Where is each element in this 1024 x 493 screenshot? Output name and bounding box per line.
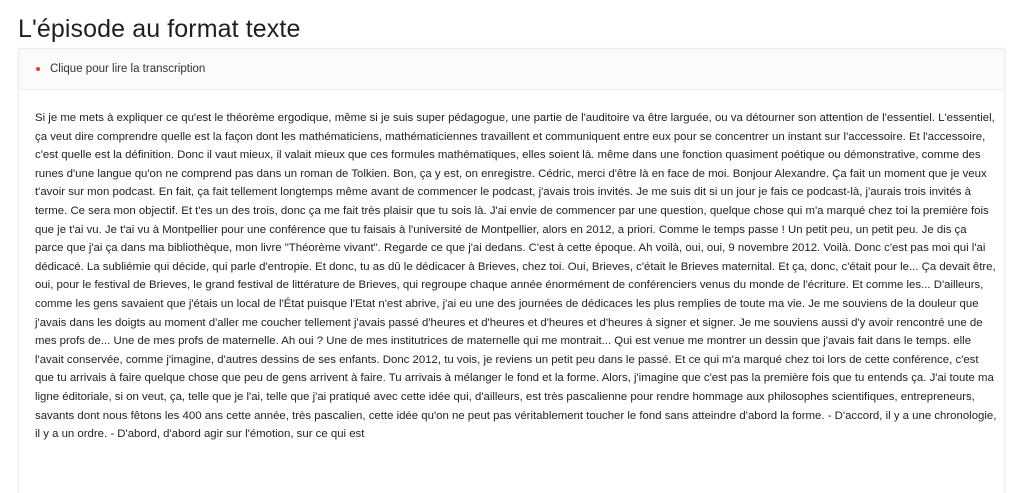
transcript-text: Si je me mets à expliquer ce qu'est le théorème ergodique, même si je suis super pédagogue, une partie de l'auditoire va être larguée, ou va détourner son attention de l'essentiel. L'essentiel, ça veut dire comprendre quelle est la façon dont les mathématiciens, mathématiciennes travaillent et communiquent entre eux pour se concentrer un instant sur l'accessoire. Et l'accessoire, c'est quelle est la définition. Donc il vaut mieux, il valait mieux que ces formules mathématiques, elles soient là. même dans une fonction quasiment poétique ou démonstrative, comme des runes d'une langue qu'on ne comprend pas dans un roman de Tolkien. Bon, ça y est, on enregistre. Cédric, merci d'être là en face de moi. Bonjour Alexandre. Ça fait un moment que je veux t'avoir sur mon podcast. En fait, ça fait tellement longtemps même avant de commencer le podcast, j'avais trois invités. Je me suis dit si un jour je fais ce podcast-là, j'aurais trois invités à terme. Ce sera mon objectif. Et t'es un des trois, donc ça me fait très plaisir que tu sois là. J'ai envie de commencer par une question, quelque chose qui m'a marqué chez toi la première fois que je t'ai vu. Je t'ai vu à Montpellier pour une conférence que tu faisais à l'université de Montpellier, alors en 2012, a priori. Comme le temps passe ! Un petit peu, un petit peu. Je dis ça parce que j'ai ça dans ma bibliothèque, mon livre "Théorème vivant". Regarde ce que j'ai dedans. C'est à cette époque. Ah voilà, oui, oui, 9 novembre 2012. Voilà. Donc c'est pas moi qui l'ai dédicacé. La subliémie qui décide, qui parle d'entropie. Et donc, tu as dû le dédicacer à Brieves, chez toi. Oui, Brieves, c'était le Brieves maternital. Et ça, donc, c'était pour le... Ça devait être, oui, pour le festival de Brieves, le grand festival de littérature de Brieves, qui regroupe chaque année énormément de conférenciers venus du monde de l'écriture. Et comme les... D'ailleurs, comme les gens savaient que j'étais un local de l'État puisque l'Etat n'est abrive, j'ai eu une des journées de dédicaces les plus remplies de toute ma vie. Je me souviens de la douleur que j'avais dans les doigts au moment d'aller me coucher tellement j'avais passé d'heures et d'heures et d'heures et d'heures à signer et signer. Je me souviens aussi d'y avoir rencontré une de mes profs de... Une de mes profs de maternelle. Ah oui ? Une de mes institutrices de maternelle qui me montrait... Qui est venue me montrer un dessin que j'avais fait dans le temps. elle l'avait conservée, comme j'imagine, d'autres dessins de ses enfants. Donc 2012, tu vois, je reviens un petit peu dans le passé. Et ce qui m'a marqué chez toi lors de cette conférence, c'est que tu arrivais à faire quelque chose que peu de gens arrivent à faire. Tu arrivais à mélanger le fond et la forme. Alors, j'imagine que c'est pas la première fois que tu entends ça. J'ai toute ma ligne éditoriale, si on veut, ça, telle que je l'ai, telle que j'ai pratiqué avec cette idée qui, d'ailleurs, est très pascalienne pour rendre hommage aux philosophes scientifiques, entrepreneurs, savants dont nous fêtons les 400 ans cette année, très pascalien, cette idée qu'on ne peut pas véritablement toucher le fond sans atteindre d'abord la forme. - D'accord, il y a une chronologie, il y a un ordre. - D'abord, d'abord agir sur l'émotion, sur ce qui est bbox=[35, 112, 997, 441]
bullet-icon bbox=[36, 67, 40, 71]
transcript-toggle-label: Clique pour lire la transcription bbox=[50, 63, 206, 75]
transcript-accordion bbox=[18, 48, 1005, 493]
page-title: L'épisode au format texte bbox=[18, 15, 301, 43]
transcript-toggle[interactable] bbox=[19, 49, 1004, 90]
